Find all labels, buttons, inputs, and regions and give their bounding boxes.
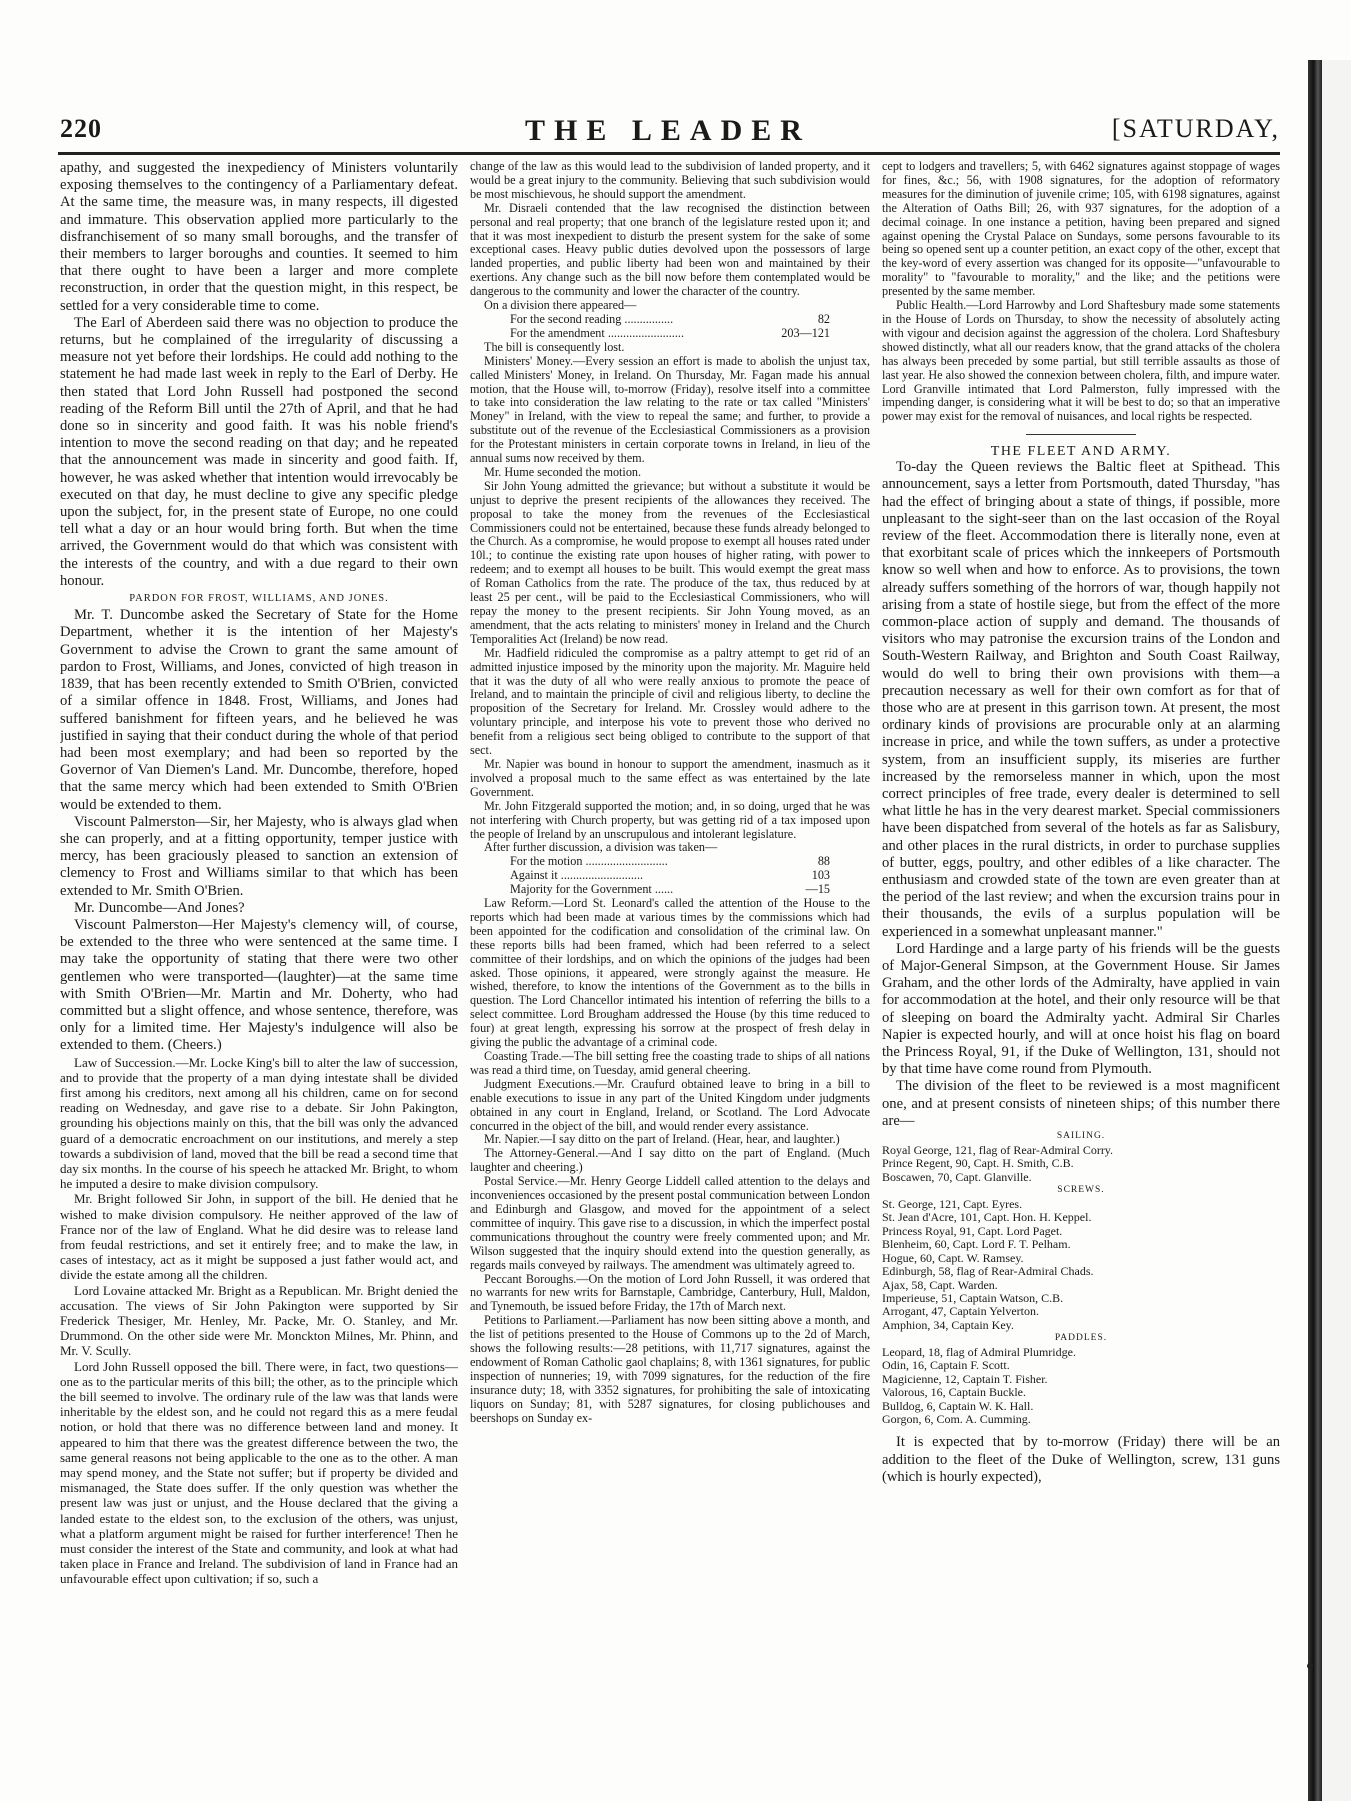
- paragraph: apathy, and suggested the inexpediency of Ministers voluntarily exposing themselves to the contingency of a Parliamentary defeat. At the same time, the measure was, in many respects, ill digested and immature. This observation applied more particularly to the disfranchisement of so many small boroughs, and the transfer of their members to larger boroughs and counties. It seemed to him that there ought to have been a larger and more complete reconstruction, in order that the question might, in this respect, be settled for a very considerable time to come.: [60, 160, 458, 314]
- ship-entry: Hogue, 60, Capt. W. Ramsey.: [882, 1250, 1024, 1265]
- division-label: For the amendment .........................: [510, 325, 684, 340]
- ship-entry: Amphion, 34, Captain Key.: [882, 1317, 1014, 1332]
- ship-entry: St. Jean d'Acre, 101, Capt. Hon. H. Keppel.: [882, 1210, 1092, 1225]
- page-edge: [1322, 60, 1351, 1801]
- paragraph: Public Health.—Lord Harrowby and Lord Shaftesbury made some statements in the House of Lords on Thursday, to show the necessity of absolutely acting with vigour and decision against the aggression of the cholera. Lord Shaftesbury showed distinctly, what all our readers know, that the grand attacks of the cholera has always been preceded by some partial, but still terrible assaults as those of last year. He also showed the connexion between cholera, filth, and impure water. Lord Granville intimated that Lord Palmerston, fully impressed with the impending danger, is considering what it will be best to do; so that an imperative power may exist for the removal of nuisances, and local rights be respected.: [882, 298, 1280, 424]
- division-row: [470, 327, 870, 341]
- paragraph: Sir John Young admitted the grievance; but without a substitute it would be unjust to deprive the present recipients of the allowances they received. The proposal to take the money from the revenues of the Ecclesiastical Commissioners could not be entertained, because these funds already belonged to the Church. As a compromise, he would propose to exempt all houses rated under 10l.; to continue the existing rate upon houses of higher rating, with power to redeem; and to exempt all houses to be built. This would exempt the great mass of Roman Catholics from the rate. The produce of the tax, thus reduced by at least 25 per cent., will be paid to the Ecclesiastical Commissioners, who will repay the money to the present recipients. Sir John Young moved, as an amendment, that the acts relating to ministers' money in Ireland and the Church Temporalities Act (Ireland) be now read.: [470, 478, 870, 646]
- paragraph: Ministers' Money.—Every session an effort is made to abolish the unjust tax, called Ministers' Money, in Ireland. On Thursday, Mr. Fagan made his annual motion, that the House will, to-morrow (Friday), resolve itself into a committee to take into consideration the law relating to the rate or tax called "Ministers' Money" in Ireland, with the view to repeal the same; and further, to provide a substitute out of the revenue of the Ecclesiastical Commissioners as a provision for the Protestant ministers in certain corporate towns in Ireland, in lieu of the annual sums now received by them.: [470, 353, 870, 466]
- paragraph: Mr. Napier.—I say ditto on the part of Ireland. (Hear, hear, and laughter.): [484, 1132, 840, 1147]
- column-3: [882, 160, 1280, 1760]
- paragraph: Mr. Bright followed Sir John, in support of the bill. He denied that he wished to make division compulsory. He neither approved of the law of France nor of the law of England. What he did desire was to release land from feudal restrictions, and set it entirely free; and to make the law, in cases of intestacy, act as it might be supposed a just father would act, and divide the estate among all the children.: [60, 1191, 458, 1283]
- ship-entry: Leopard, 18, flag of Admiral Plumridge.: [882, 1345, 1076, 1360]
- paragraph: To-day the Queen reviews the Baltic fleet at Spithead. This announcement, says a letter from Portsmouth, dated Thursday, "has had the effect of bringing about a state of things, if possible, more unpleasant to the sight-seer than on the last occasion of the Royal review of the fleet. Accommodation there is literally none, even at that exorbitant scale of prices which the innkeepers of Portsmouth know so well when and how to enforce. As to provisions, the town already suffers something of the horrors of war, though happily not arising from a state of hostile siege, but from the effect of the more common-place action of supply and demand. The thousands of visitors who may patronise the excursion trains of the London and South-Western Railway, and Brighton and South Coast Railway, would do well to bring their own provisions with them—a precaution necessary as well for their own comfort as for that of those who are at present in this garrison town. At present, the most ordinary kinds of provisions are procurable only at an alarming increase in price, and while the town suffers, as under a protective system, from an insufficient supply, its miseries are further increased by the remorseless manner in which, upon the most correct principles of free trade, every dealer is determined to sell what little he has in the very dearest market. Special commissioners have been dispatched from several of the hotels as far as Salisbury, and other places in the rural districts, in order to purchase supplies of butter, eggs, poultry, and other edibles of a like character. The enthusiasm and crowded state of the town are even greater than at the period of the last review; and when the excursion trains pour in their thousands, the evils of a surplus population will be experienced in a somewhat unpleasant manner.": [882, 459, 1280, 940]
- paragraph: Mr. Duncombe—And Jones?: [74, 899, 245, 916]
- division-label: For the motion ...........................: [510, 854, 668, 869]
- division-outro: The bill is consequently lost.: [484, 339, 625, 354]
- paragraph: Mr. Disraeli contended that the law recognised the distinction between personal and real property; that one branch of the legislature rested upon it; and that it was most inexpedient to disturb the present system for the sake of some exceptional cases. Heavy public duties devolved upon the possessors of large landed properties, and public liberty had been won and maintained by their exertions. Any change such as the bill now before them contemplated would be dangerous to the community and lower the character of the country.: [470, 200, 870, 299]
- paragraph: Viscount Palmerston—Her Majesty's clemency will, of course, be extended to the three who were sentenced at the same time. I may take the opportunity of stating that there were two other gentlemen who were transported—(laughter)—at the same time with Smith O'Brien—Mr. Martin and Mr. Doherty, who had committed but a slight offence, and whose sentence, therefore, was only for a limited time. Her Majesty's indulgence will also be extended to them. (Cheers.): [60, 916, 458, 1054]
- ship-entry: Blenheim, 60, Capt. Lord F. T. Pelham.: [882, 1237, 1071, 1252]
- paragraph: Postal Service.—Mr. Henry George Liddell called attention to the delays and inconveniences occasioned by the present postal communication between London and Edinburgh and Glasgow, and moved for the appointment of a select committee of inquiry. This gave rise to a discussion, in which the imperfect postal communications throughout the country were freely commented upon; and Mr. Wilson suggested that the inquiry should extend into the question generally, as regards mails conveyed by railways. The amendment was ultimately agreed to.: [470, 1174, 870, 1272]
- masthead-title: THE LEADER: [525, 114, 811, 147]
- subheading: PARDON FOR FROST, WILLIAMS, AND JONES.: [129, 593, 389, 605]
- binding-spine: [1308, 60, 1322, 1801]
- paragraph: It is expected that by to-morrow (Friday) there will be an addition to the fleet of the Duke of Wellington, screw, 131 guns (which is hourly expected),: [882, 1434, 1280, 1485]
- paragraph: Lord John Russell opposed the bill. There were, in fact, two questions—one as to the particular merits of this bill; the other, as to the principle which the bill seemed to involve. The ordinary rule of the law was that lands were inheritable by the eldest son, and he could not regard this as a mere feudal notion, or hold that there was no difference between land and money. It appeared to him that there was the greatest difference between the two, the same general reasons not being applicable to the one as to the other. A man may spend money, and the State not suffer; but if property be divided and mismanaged, the State does suffer. If the only question was whether the present law was just or unjust, and the House declared that the giving a landed estate to the eldest son, to the exclusion of the others, was unjust, what a platform argument might be raised for further interference! Then he must consider the interest of the State and community, and look at what had taken place in France and Ireland. The subdivision of land in France had an unfavourable effect upon cultivation; if so, such a: [60, 1358, 458, 1587]
- header-rule: [58, 152, 1280, 155]
- page-header: [58, 114, 1280, 148]
- division-intro: On a division there appeared—: [484, 298, 637, 313]
- ship-entry: Bulldog, 6, Captain W. K. Hall.: [882, 1398, 1034, 1413]
- ship-entry: Prince Regent, 90, Capt. H. Smith, C.B.: [882, 1156, 1074, 1171]
- paragraph: cept to lodgers and travellers; 5, with 6462 signatures against stoppage of wages for fines, &c.; 56, with 1908 signatures, for the adoption of reformatory measures for the diminution of juvenile crime; 105, with 6198 signatures, against the Alteration of Oaths Bill; 26, with 937 signatures, for the adoption of a decimal coinage. In one instance a petition, having been prepared and signed against opening the Crystal Palace on Sundays, some persons favourable to its being so opened sent up a counter petition, an exact copy of the other, except that the key-word of every assertion was changed for its opposite—"unfavourable to morality" to "favourable to morality," and the like; and the petitions were presented by the same member.: [882, 160, 1280, 299]
- section-divider: [1026, 434, 1136, 435]
- paragraph: Lord Hardinge and a large party of his friends will be the guests of Major-General Simpson, at the Government House. Sir James Graham, and the other lords of the Admiralty, have applied in vain for accommodation at the hotel, and their only resource will be that of sleeping on board the Admiralty yacht. Admiral Sir Charles Napier is expected hourly, and will at once hoist his flag on board the Princess Royal, 91, if the Duke of Wellington, 131, should not by that time have come round from Plymouth.: [882, 940, 1280, 1078]
- column-2: [470, 160, 870, 1760]
- ship-entry: Gorgon, 6, Com. A. Cumming.: [882, 1412, 1031, 1427]
- ship-entry: Imperieuse, 51, Captain Watson, C.B.: [882, 1290, 1064, 1305]
- ship-entry: Magicienne, 12, Captain T. Fisher.: [882, 1371, 1048, 1386]
- page-number: 220: [60, 114, 102, 143]
- paragraph: Viscount Palmerston—Sir, her Majesty, who is always glad when she can properly, and at a fitting opportunity, temper justice with mercy, has been graciously pleased to sanction an extension of clemency to Frost and Williams similar to that which has been extended to Mr. Smith O'Brien.: [60, 813, 458, 899]
- ship-entry: Arrogant, 47, Captain Yelverton.: [882, 1304, 1039, 1319]
- paragraph: Lord Lovaine attacked Mr. Bright as a Republican. Mr. Bright denied the accusation. The views of Sir John Pakington were supported by Sir Frederick Thesiger, Mr. Henley, Mr. Packe, Mr. O. Stanley, and Mr. Drummond. On the other side were Mr. Monckton Milnes, Mr. Phinn, and Mr. V. Scully.: [60, 1282, 458, 1359]
- paragraph: Petitions to Parliament.—Parliament has now been sitting above a month, and the list of petitions presented to the House of Commons up to the 2d of March, shows the following results:—28 petitions, with 11,717 signatures, against the endowment of Roman Catholic gaol chaplains; 8, with 1361 signatures, for public inspection of nunneries; 19, with 7099 signatures, for the reduction of the fire insurance duty; 18, with 3352 signatures, for prohibiting the sale of intoxicating liquors on Sunday; 81, with 5287 signatures, for closing publichouses and beershops on Sunday ex-: [470, 1313, 870, 1425]
- issue-day: [SATURDAY,: [1111, 114, 1280, 143]
- section-heading: THE FLEET AND ARMY.: [990, 444, 1172, 460]
- paragraph: The division of the fleet to be reviewed is a most magnificent one, and at present consists of nineteen ships; of this number there are—: [882, 1078, 1280, 1129]
- paragraph: Mr. Hadfield ridiculed the compromise as a paltry attempt to get rid of an admitted injustice imposed by the minority upon the majority. Mr. Maguire held that it was the duty of all who were really anxious to promote the peace of Ireland, and to maintain the principle of civil and religious liberty, to decline the proposition of the Secretary for Ireland. Mr. Crossley would adhere to the voluntary principle, and interpose his vote to prevent those who derived no benefit from a religious sect being obliged to contribute to the support of that sect.: [470, 645, 870, 758]
- ink-blot: [1307, 1663, 1313, 1669]
- ship-entry: Edinburgh, 58, flag of Rear-Admiral Chads.: [882, 1264, 1094, 1279]
- ship-list-heading: SAILING.: [1056, 1131, 1106, 1142]
- division-label: Against it ...........................: [510, 868, 644, 883]
- paragraph: The Earl of Aberdeen said there was no objection to produce the returns, but he complained of the irregularity of discussing a measure not yet before their lordships. He could add nothing to the statement he had made last week in reply to the Earl of Derby. He then stated that Lord John Russell had postponed the second reading of the Reform Bill until the 27th of April, and that he had done so in sincerity and good faith. It was his noble friend's intention to move the second reading on that day; and he repeated that the announcement was made in sincerity and good faith. If, however, he was asked whether that intention would irrevocably be executed on that day, he must decline to give any specific pledge upon the subject, for, in the present state of Europe, no one could tell what a day or an hour would bring forth. But when the time arrived, the Government would do that which was consistent with the interests of the country, and with a due regard to their own honour.: [60, 314, 458, 589]
- paragraph: The Attorney-General.—And I say ditto on the part of England. (Much laughter and cheering.): [470, 1146, 870, 1175]
- division-value: 82: [817, 311, 830, 326]
- division-label: For the second reading ................: [510, 311, 674, 326]
- paragraph: change of the law as this would lead to the subdivision of landed property, and it would be a great injury to the community. Believing that such subdivision would be most mischievous, he should support the amendment.: [470, 160, 870, 201]
- paragraph: Mr. John Fitzgerald supported the motion; and, in so doing, urged that he was not interfering with Church property, but was getting rid of a tax imposed upon the people of Ireland by an unscrupulous and intolerant legislature.: [470, 798, 870, 841]
- paragraph: Mr. T. Duncombe asked the Secretary of State for the Home Department, whether it is the intention of her Majesty's Government to advise the Crown to grant the same amount of pardon to Frost, Williams, and Jones, convicted of high treason in 1839, that has been recently extended to Smith O'Brien, convicted of a similar offence in 1848. Frost, Williams, and Jones had suffered banishment for fifteen years, and he believed he was justified in saying that their conduct during the whole of that period had been most exemplary; and had been so reported by the Governor of Van Diemen's Land. Mr. Duncombe, therefore, hoped that the same mercy which had been extended to Smith O'Brien would be extended to them.: [60, 607, 458, 813]
- division-label: Majority for the Government ......: [510, 882, 674, 897]
- paragraph: Peccant Boroughs.—On the motion of Lord John Russell, it was ordered that no warrants for new writs for Barnstaple, Cambridge, Canterbury, Hull, Maldon, and Tynemouth, be issued before Friday, the 17th of March next.: [470, 1271, 870, 1314]
- paragraph: Mr. Hume seconded the motion.: [484, 464, 642, 479]
- paragraph: Judgment Executions.—Mr. Craufurd obtained leave to bring in a bill to enable executions to issue in any part of the United Kingdom under judgments obtained in any court in England, Ireland, or Scotland. The Lord Advocate concurred in the object of the bill, and would render every assistance.: [470, 1076, 870, 1133]
- division-row: [470, 313, 870, 327]
- ship-entry: Princess Royal, 91, Capt. Lord Paget.: [882, 1223, 1063, 1238]
- paragraph: Coasting Trade.—The bill setting free the coasting trade to ships of all nations was read a third time, on Tuesday, amid general cheering.: [470, 1049, 870, 1077]
- ship-entry: Royal George, 121, flag of Rear-Admiral Corry.: [882, 1142, 1114, 1157]
- ship-entry: Ajax, 58, Capt. Warden.: [882, 1277, 998, 1292]
- division-intro: After further discussion, a division was taken—: [484, 840, 718, 855]
- division-value: 103: [811, 868, 830, 883]
- column-1: [60, 160, 458, 1760]
- ship-entry: Valorous, 16, Captain Buckle.: [882, 1385, 1026, 1400]
- ship-list-heading: SCREWS.: [1057, 1185, 1105, 1196]
- ship-entry: Boscawen, 70, Capt. Glanville.: [882, 1169, 1032, 1184]
- division-value: 203—121: [781, 325, 830, 340]
- ship-list-heading: PADDLES.: [1054, 1333, 1108, 1344]
- paragraph: Law of Succession.—Mr. Locke King's bill to alter the law of succession, and to provide that the property of a man dying intestate shall be divided first among his creditors, next among all his children, came on for second reading on Wednesday, and gave rise to a debate. Sir John Pakington, grounding his objections mainly on this, that the bill was only the advanced guard of a democratic encroachment on our institutions, and merely a step towards a subdivision of land, moved that the bill be read a second time that day six months. In the course of his speech he attacked Mr. Bright, to whom he imputed a desire to make division compulsory.: [60, 1054, 458, 1192]
- division-row: [470, 855, 870, 869]
- ship-entry: Odin, 16, Captain F. Scott.: [882, 1358, 1010, 1373]
- paragraph: Law Reform.—Lord St. Leonard's called the attention of the House to the reports which had been made at various times by the commissions which had been appointed for the codification and consolidation of the criminal law. On these reports bills had been framed, which had been referred to a select committee of their lordships, and on which the opinions of the judges had been asked. Those opinions, it appeared, were strongly against the measure. He wished, therefore, to know the intentions of the Government as to the bills in question. The Lord Chancellor intimated his intention of referring the bills to a select committee. Lord Brougham addressed the House (by this time reduced to four) at great length, expressing his sorrow at the prospect of fresh delay in giving the public the advantage of a criminal code.: [470, 896, 870, 1050]
- ship-entry: St. George, 121, Capt. Eyres.: [882, 1197, 1023, 1212]
- paragraph: Mr. Napier was bound in honour to support the amendment, inasmuch as it involved a proposal much to the same effect as was entertained by the late Government.: [470, 756, 870, 799]
- division-row: [470, 869, 870, 883]
- division-value: —15: [805, 882, 830, 897]
- division-row: [470, 883, 870, 897]
- division-value: 88: [817, 854, 830, 869]
